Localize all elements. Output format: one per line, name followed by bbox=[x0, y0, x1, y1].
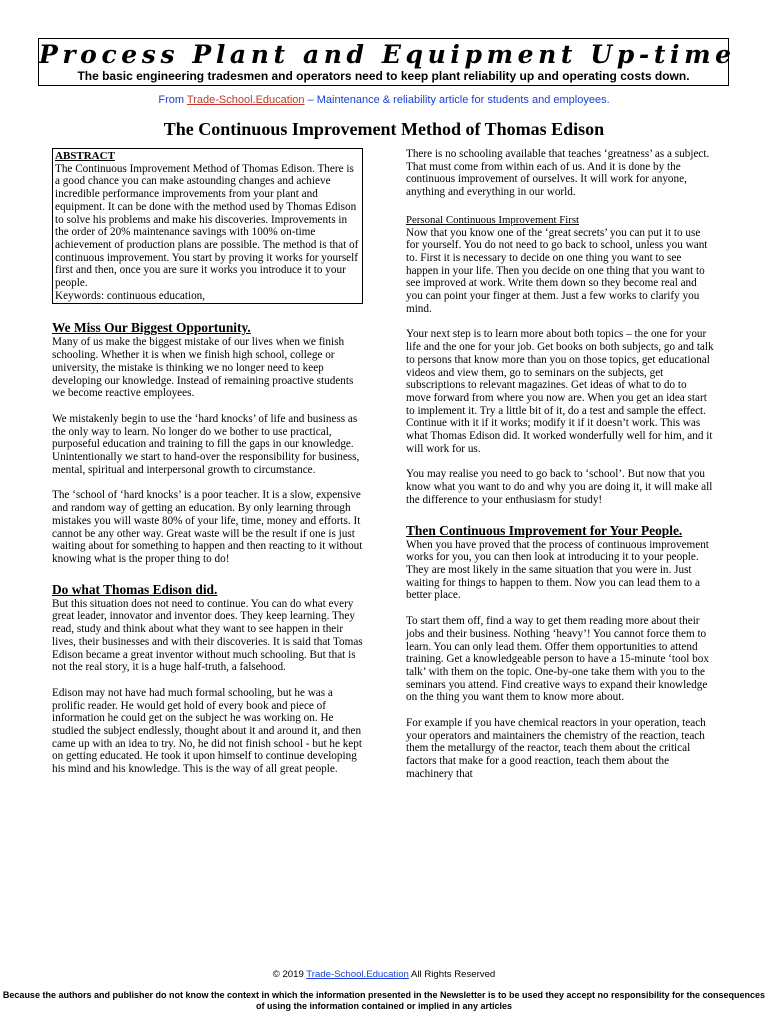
paragraph: To start them off, find a way to get them reading more about their jobs and their business. Nothing ‘heavy’! You cannot force them to learn. You can only lead them. Offer them opportunities to attend training. Get a knowledgeable person to have a 15-minute ‘tool box talk’ with them on the topic. One-by-one take them with you to the seminars you attend. Find creative ways to expand their knowledge on the thing you want them to know more about. bbox=[406, 615, 709, 704]
section-heading-biggest-opportunity: We Miss Our Biggest Opportunity. bbox=[52, 320, 251, 336]
abstract-box bbox=[52, 148, 363, 304]
copyright-suffix: All Rights Reserved bbox=[408, 969, 496, 980]
copyright-link[interactable]: Trade-School.Education bbox=[306, 969, 409, 980]
paragraph: Edison may not have had much formal schooling, but he was a prolific reader. He would get hold of every book and piece of information he could get on the subject he was working on. He studied the subject endlessly, thought about it and around it, and then came up with an idea to try. No, he did not finish school - but he kept on getting educated. He took it upon himself to continue developing his mind and his knowledge. This is the way of all great people. bbox=[52, 686, 362, 776]
paragraph: There is no schooling available that teaches ‘greatness’ as a subject. That must come from within each of us. And it is done by the continuous improvement of ourselves. It will work for anyone, anything and everything in our world. bbox=[406, 148, 710, 199]
source-suffix: – Maintenance & reliability article for students and employees. bbox=[304, 94, 610, 106]
article-title: The Continuous Improvement Method of Thomas Edison bbox=[163, 119, 605, 139]
paragraph: Your next step is to learn more about both topics – the one for your life and the one for your job. Get books on both subjects, go and talk to persons that know more than you on those topics, get educational videos and view them, go to seminars on the subjects, get subscriptions to relevant magazines. Get ideas of what to do to move forward from where you now are. When you get an idea start to implement it. Try a little bit of it, do a test and sample the effect. Continue with it if it works; modify it if it doesn’t work. This was what Thomas Edison did. It worked wonderfully well for him, and it will work for us. bbox=[406, 328, 714, 455]
banner-subtitle: The basic engineering tradesmen and operators need to keep plant reliability up and operating costs down. bbox=[77, 69, 690, 83]
section-heading-edison: Do what Thomas Edison did. bbox=[52, 581, 218, 597]
paragraph: But this situation does not need to continue. You can do what every great leader, innovator and inventor does. They keep learning. They read, study and think about what they want to see happen in their lives, their businesses and with their discoveries. It is said that Tomas Edison became a great inventor without much schooling. But that is not the real story, it is a huge half-truth, a falsehood. bbox=[52, 597, 363, 674]
subheading-personal-improvement: Personal Continuous Improvement First bbox=[406, 213, 580, 226]
paragraph: For example if you have chemical reactors in your operation, teach your operators and maintainers the chemistry of the reaction, teach them the metallurgy of the reactor, teach them about the critical factors that make for a good reaction, teach them about the machinery that bbox=[406, 717, 706, 780]
source-link[interactable]: Trade-School.Education bbox=[186, 94, 305, 106]
footer-disclaimer: Because the authors and publisher do not know the context in which the information presented in the Newsletter is to be used they accept no responsibility for the consequences of using the information contained or implied in any articles bbox=[2, 990, 766, 1011]
paragraph: Now that you know one of the ‘great secrets’ you can put it to use for yourself. You do not need to go back to school, unless you want to. First it is necessary to decide on one thing you want to see happen in your life. Then you decide on one thing that you want to see improved at work. Write them down so they become real and you can point your finger at them. Just a few works to clarify you mind. bbox=[406, 226, 708, 315]
footer-copyright bbox=[0, 969, 768, 980]
right-column bbox=[406, 148, 714, 781]
banner-title: Process Plant and Equipment Up-time bbox=[39, 40, 736, 69]
paragraph: Many of us make the biggest mistake of our lives when we finish schooling. Whether it is when we finish high school, college or university, the mistake is thinking we no longer need to keep developing our knowledge. Instead of remaining proactive students we become reactive employees. bbox=[52, 336, 354, 400]
abstract-text: The Continuous Improvement Method of Thomas Edison. There is a good chance you can make astounding changes and achieve incredible performance improvements from your plant and equipment. It can be done with the method used by Thomas Edison to solve his problems and make his discoveries. Improvements in the order of 20% maintenance savings with 100% on-time achievement of production plans are possible. The method is that of continuous improvement. You start by proving it works for yourself first and then, once you are sure it works you introduce it to your people. bbox=[55, 162, 359, 290]
abstract-heading: ABSTRACT bbox=[55, 150, 115, 162]
source-prefix: From bbox=[158, 94, 187, 106]
paragraph: When you have proved that the process of continuous improvement works for you, you can then look at introducing it to your people. They are most likely in the same situation that you were in. Just waiting for things to happen to them. Now you can lead them to a better place. bbox=[406, 538, 709, 602]
paragraph: We mistakenly begin to use the ‘hard knocks’ of life and business as the only way to learn. No longer do we bother to use practical, purposeful education and training to fill the gaps in our knowledge. Unintentionally we start to hand-over the responsibility for business, mental, spiritual and interpersonal growth to circumstance. bbox=[52, 412, 360, 476]
abstract-keywords: Keywords: continuous education, bbox=[55, 289, 206, 302]
copyright-prefix: © 2019 bbox=[272, 969, 307, 980]
banner bbox=[38, 38, 736, 86]
paragraph: The ‘school of ‘hard knocks’ is a poor teacher. It is a slow, expensive and random way of getting an education. By only learning through mistakes you will waste 80% of your life, time, money and efforts. It cannot be any other way. Great waste will be the result if one is just waiting about for something to happen and then reacting to it without knowing what is the proper thing to do! bbox=[52, 489, 363, 565]
left-column bbox=[52, 148, 364, 776]
paragraph: You may realise you need to go back to ‘school’. But now that you know what you want to do and why you are doing it, it will make all the difference to your enthusiasm for study! bbox=[406, 468, 713, 506]
source-line bbox=[0, 94, 768, 106]
section-heading-people: Then Continuous Improvement for Your People. bbox=[406, 522, 683, 538]
